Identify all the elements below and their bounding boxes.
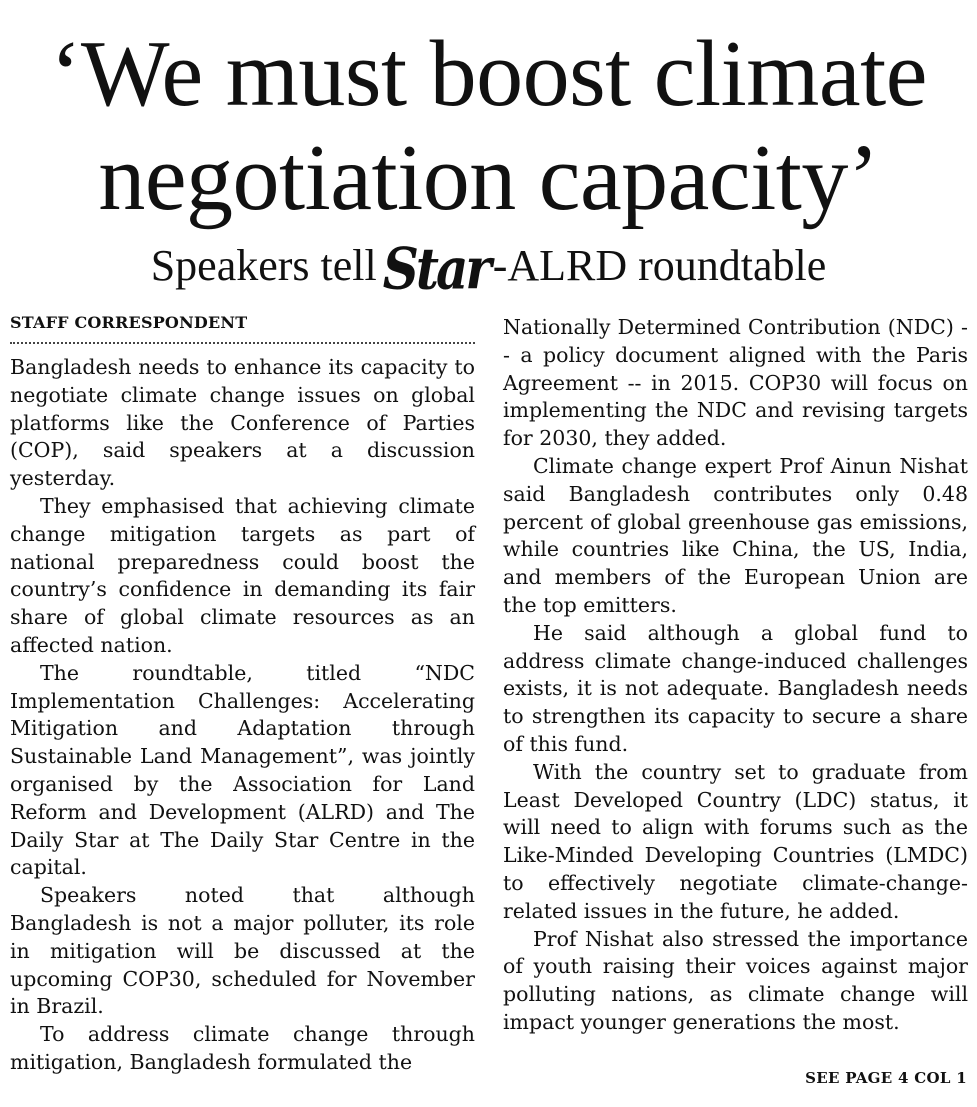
- continuation-note: SEE PAGE 4 COL 1: [805, 1069, 967, 1087]
- paragraph: Bangladesh needs to enhance its capacity to negotiate climate change issues on global platforms like the Conference of Parties (COP), said speakers at a discussion yesterday.: [10, 355, 475, 491]
- paragraph: To address climate change through mitigation, Bangladesh formulated the: [10, 1022, 475, 1074]
- byline: STAFF CORRESPONDENT: [10, 312, 475, 344]
- article-column-left: [10, 312, 475, 1077]
- paragraph: Climate change expert Prof Ainun Nishat said Bangladesh contributes only 0.48 percent of global greenhouse gas emissions, while countries like China, the US, India, and members of the European Union are the top emitters.: [503, 453, 968, 617]
- subhead-after-logo: -ALRD roundtable: [492, 241, 827, 290]
- star-logo: Star: [382, 234, 489, 303]
- subhead-before-logo: Speakers tell: [150, 241, 377, 290]
- subheadline: [0, 234, 977, 303]
- article-column-right: [503, 314, 968, 1037]
- paragraph: They emphasised that achieving climate change mitigation targets as part of national preparedness could boost the country’s confidence in demanding its fair share of global climate resources as an affected nation.: [10, 493, 475, 657]
- paragraph: With the country set to graduate from Least Developed Country (LDC) status, it will need to align with forums such as the Like-Minded Developing Countries (LMDC) to effectively negotiate climate-change-related issues in the future, he added.: [503, 759, 968, 923]
- paragraph: Prof Nishat also stressed the importance of youth raising their voices against major polluting nations, as climate change will impact younger generations the most.: [503, 926, 968, 1034]
- headline-line-2: negotiation capacity’: [98, 126, 879, 230]
- headline: [0, 22, 977, 230]
- paragraph: Speakers noted that although Bangladesh is not a major polluter, its role in mitigation will be discussed at the upcoming COP30, scheduled for November in Brazil.: [10, 883, 475, 1019]
- paragraph: Nationally Determined Contribution (NDC) -- a policy document aligned with the Paris Agreement -- in 2015. COP30 will focus on implementing the NDC and revising targets for 2030, they added.: [503, 315, 968, 451]
- headline-line-1: ‘We must boost climate: [50, 22, 927, 126]
- paragraph: He said although a global fund to address climate change-induced challenges exists, it is not adequate. Bangladesh needs to strengthen its capacity to secure a share of this fund.: [503, 620, 968, 756]
- paragraph: The roundtable, titled “NDC Implementation Challenges: Accelerating Mitigation and Adaptation through Sustainable Land Management”, was jointly organised by the Association for Land Reform and Development (ALRD) and The Daily Star at The Daily Star Centre in the capital.: [10, 660, 475, 880]
